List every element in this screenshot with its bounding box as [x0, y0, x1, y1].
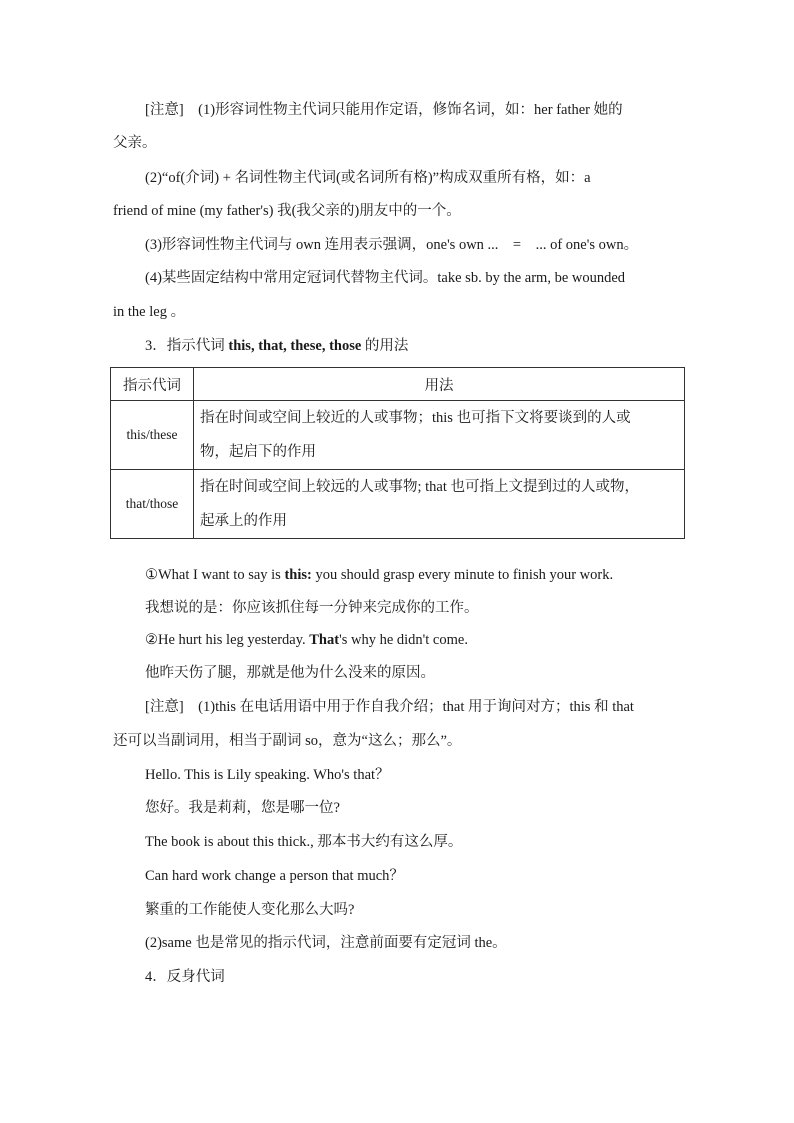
note4-line2: in the leg 。	[113, 304, 186, 320]
usage-line: 指在时间或空间上较远的人或事物; that 也可指上文提到过的人或物，	[200, 479, 640, 495]
example1-en	[145, 565, 713, 585]
example1-cn: 我想说的是：你应该抓住每一分钟来完成你的工作。	[145, 600, 479, 616]
example2-en	[145, 630, 713, 650]
section3-heading-bold: this, that, these, those	[228, 338, 362, 354]
table-row	[111, 401, 685, 470]
example1-pre: ①What I want to say is	[145, 567, 285, 583]
note4-line1: (4)某些固定结构中常用定冠词代替物主代词。take sb. by the arm, be wounded	[145, 270, 626, 286]
much-example-cn: 繁重的工作能使人变化那么大吗?	[145, 902, 355, 918]
note-b1-line1: [注意] (1)this 在电话用语中用于作自我介绍；that 用于询问对方；this 和 that	[145, 699, 634, 715]
table-header-row	[111, 368, 685, 401]
table-cell-usage	[194, 470, 685, 539]
table-header-usage: 用法	[194, 368, 685, 401]
demonstrative-pronoun-table	[110, 367, 685, 539]
example1-post: you should grasp every minute to finish your work.	[311, 567, 614, 583]
much-example-en: Can hard work change a person that much？	[145, 868, 404, 884]
note-b2-line: (2)same 也是常见的指示代词，注意前面要有定冠词 the。	[145, 935, 507, 951]
example2-bold: That	[309, 632, 340, 648]
note3-line: (3)形容词性物主代词与 own 连用表示强调，one's own ... = ... of one's own。	[145, 237, 639, 253]
note1-line1: [注意] (1)形容词性物主代词只能用作定语，修饰名词，如：her father 她的	[145, 102, 623, 118]
table-cell-usage	[194, 401, 685, 470]
table-cell-pronoun: that/those	[111, 470, 194, 539]
section4-heading: 4．反身代词	[145, 969, 225, 985]
table-cell-pronoun: this/these	[111, 401, 194, 470]
note1-line2: 父亲。	[113, 135, 157, 151]
phone-example-cn: 您好。我是莉莉，您是哪一位?	[145, 800, 340, 816]
note2-line2: friend of mine (my father's) 我(我父亲的)朋友中的一个。	[113, 203, 461, 219]
section3-heading	[145, 336, 713, 356]
phone-example-en: Hello. This is Lily speaking. Who's that？	[145, 767, 390, 783]
section3-heading-post: 的用法	[361, 338, 409, 354]
example2-post: 's why he didn't come.	[339, 632, 468, 648]
section3-heading-pre: 3．指示代词	[145, 338, 229, 354]
usage-line: 指在时间或空间上较近的人或事物；this 也可指下文将要谈到的人或	[200, 410, 631, 426]
usage-line: 起承上的作用	[200, 513, 287, 529]
example2-cn: 他昨天伤了腿，那就是他为什么没来的原因。	[145, 665, 435, 681]
usage-line: 物，起启下的作用	[200, 444, 316, 460]
table-header-pronoun: 指示代词	[111, 368, 194, 401]
note2-line1: (2)“of(介词) + 名词性物主代词(或名词所有格)”构成双重所有格，如：a	[145, 170, 591, 186]
table-row	[111, 470, 685, 539]
note-b1-line2: 还可以当副词用，相当于副词 so，意为“这么；那么”。	[113, 733, 462, 749]
example1-bold: this:	[284, 567, 312, 583]
thick-example: The book is about this thick., 那本书大约有这么厚。	[145, 834, 463, 850]
example2-pre: ②He hurt his leg yesterday.	[145, 632, 310, 648]
